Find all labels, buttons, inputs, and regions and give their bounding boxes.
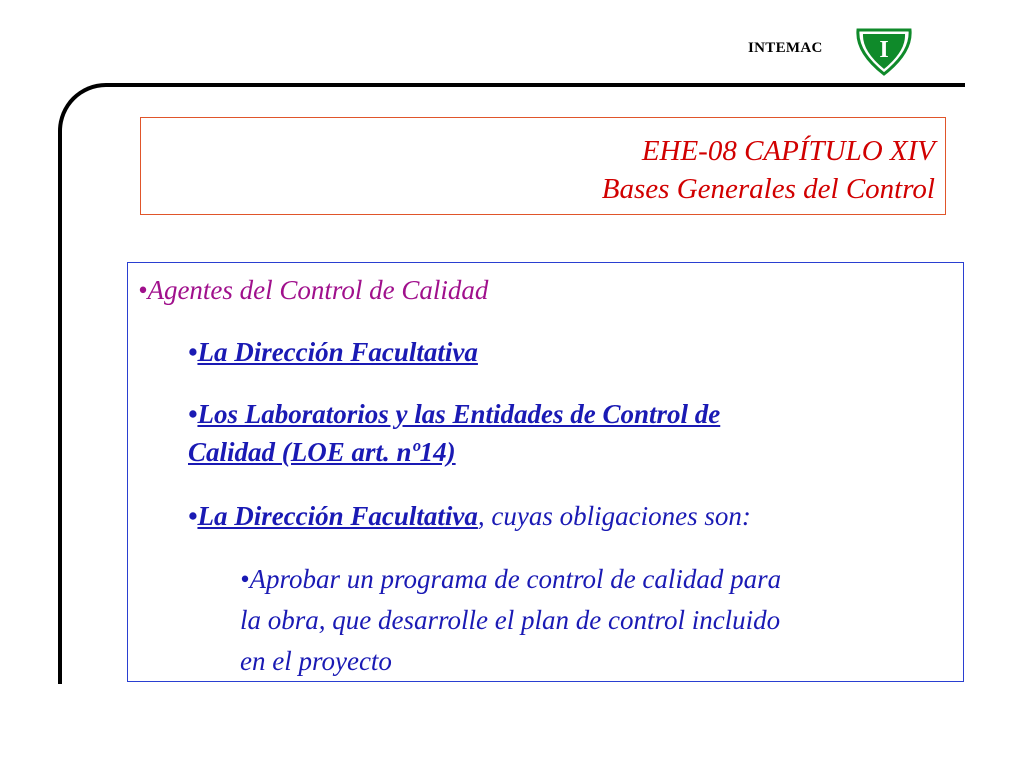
frame-top-line (170, 83, 965, 87)
content-box (127, 262, 964, 682)
list-item-direccion-obligaciones (188, 497, 751, 535)
frame-left-line (58, 195, 62, 684)
heading-text: Agentes del Control de Calidad (147, 275, 489, 305)
intemac-logo-icon (852, 24, 916, 78)
bullet: • (188, 501, 198, 531)
sub-line-2: la obra, que desarrolle el plan de control incluido (240, 605, 781, 635)
brand-name: INTEMAC (748, 40, 823, 56)
logo-letter: I (879, 37, 889, 63)
link-laboratorios-cont[interactable]: Calidad (LOE art. nº14) (188, 437, 456, 467)
list-item-laboratorios (188, 395, 720, 433)
link-laboratorios[interactable]: Los Laboratorios y las Entidades de Control de (197, 399, 721, 429)
bullet: • (138, 275, 148, 305)
obligaciones-text: , cuyas obligaciones son: (477, 501, 751, 531)
link-direccion-facultativa[interactable]: La Dirección Facultativa (197, 337, 478, 367)
list-item-direccion (188, 333, 478, 371)
list-item-laboratorios-cont (188, 433, 456, 471)
bullet: • (240, 564, 250, 594)
title-line-2: Bases Generales del Control (601, 173, 935, 205)
bullet: • (188, 337, 198, 367)
title-box (140, 117, 946, 215)
sub-item-aprobar (240, 559, 940, 682)
title-line-1: EHE-08 CAPÍTULO XIV (641, 135, 935, 167)
heading-agentes (138, 271, 488, 309)
bullet: • (188, 399, 198, 429)
sub-line-3: en el proyecto (240, 646, 392, 676)
sub-line-1: Aprobar un programa de control de calidad para (249, 564, 782, 594)
link-direccion-facultativa-2[interactable]: La Dirección Facultativa (197, 501, 478, 531)
